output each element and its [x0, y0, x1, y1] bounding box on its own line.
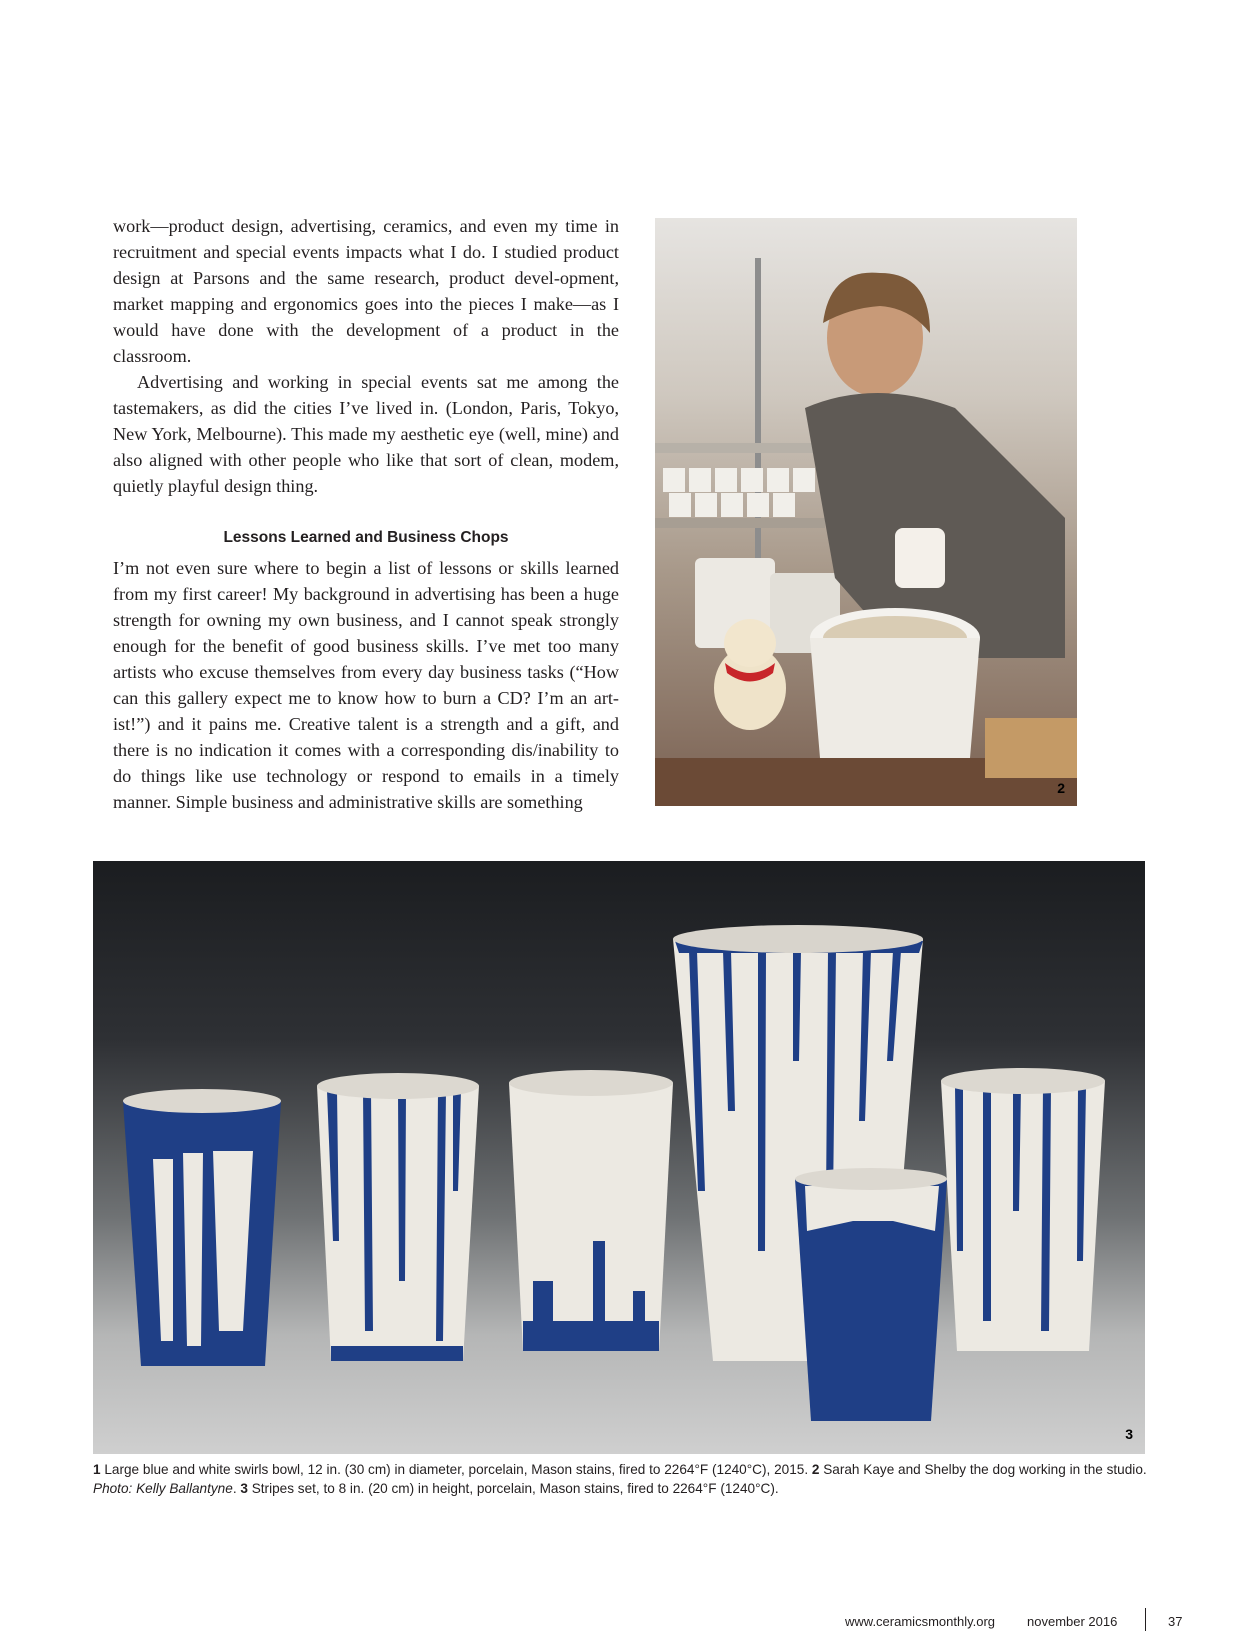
- wood-board: [985, 718, 1077, 778]
- caption-number: 2: [811, 1462, 820, 1477]
- cup-6: [941, 1068, 1105, 1351]
- issue-date: november 2016: [1027, 1614, 1118, 1629]
- paragraph: Advertising and working in special events sat me among the tastemakers, as did the cities I’ve lived in. (London, Paris, Tokyo, New York, Melbourne). This made my aesthetic eye (well, mine) and also aligned with other people who like that sort of clean, modem, quietly playful design thing.: [113, 372, 619, 496]
- slip-bucket: [810, 638, 980, 758]
- caption-text: Stripes set, to 8 in. (20 cm) in height, porcelain, Mason stains, fired to 2264°F (1240°C).: [247, 1480, 779, 1496]
- figure-number: 3: [1125, 1426, 1133, 1442]
- caption-number: 3: [240, 1480, 248, 1496]
- dog-head: [724, 619, 776, 667]
- shelf: [655, 518, 825, 528]
- studio-photo: [655, 218, 1077, 806]
- cup-3: [509, 1070, 673, 1351]
- footer-divider: [1145, 1608, 1146, 1631]
- article-body: [113, 213, 619, 815]
- section-heading: Lessons Learned and Business Chops: [223, 529, 509, 546]
- stripes-set: [93, 861, 1145, 1454]
- cups-photo: [93, 861, 1145, 1454]
- cup-2: [317, 1073, 479, 1361]
- caption-text: .: [232, 1480, 241, 1496]
- figure-caption: [93, 1461, 1153, 1498]
- pouring-cup: [895, 528, 945, 588]
- caption-number: 1: [93, 1462, 101, 1477]
- mugs-on-shelf: [663, 468, 815, 517]
- caption-text: Sarah Kaye and Shelby the dog working in the studio.: [819, 1462, 1147, 1477]
- shelf: [655, 443, 825, 453]
- caption-text: Large blue and white swirls bowl, 12 in. (30 cm) in diameter, porcelain, Mason stains, fired to 2264°F (1240°C), 2015.: [100, 1462, 812, 1477]
- figure-number: 2: [1057, 780, 1065, 796]
- photo-credit: Photo: Kelly Ballantyne: [93, 1480, 233, 1496]
- small-pitcher: [795, 1168, 947, 1421]
- website-url: www.ceramicsmonthly.org: [845, 1614, 996, 1629]
- studio-scene: [655, 218, 1077, 806]
- cup-1: [123, 1089, 281, 1366]
- page-number: 37: [1168, 1614, 1183, 1629]
- paragraph: I’m not even sure where to begin a list of lessons or skills learned from my first career! My background in advertising has been a huge strength for owning my own business, and I cannot speak strongly enough for the benefit of good business skills. I’ve met too many artists who excuse themselves from every day business tasks (“How can this gallery expect me to know how to burn a CD? I’m an art-ist!”) and it pains me. Creative talent is a strength and a gift, and there is no indication it comes with a corresponding dis/inability to do things like use technology or respond to emails in a timely manner. Simple business and administrative skills are something: [113, 558, 619, 812]
- paragraph: work—product design, advertising, ceramics, and even my time in recruitment and special events impacts what I do. I studied product design at Parsons and the same research, product devel-opment, market mapping and ergonomics goes into the pieces I make—as I would have done with the development of a product in the classroom.: [113, 216, 619, 366]
